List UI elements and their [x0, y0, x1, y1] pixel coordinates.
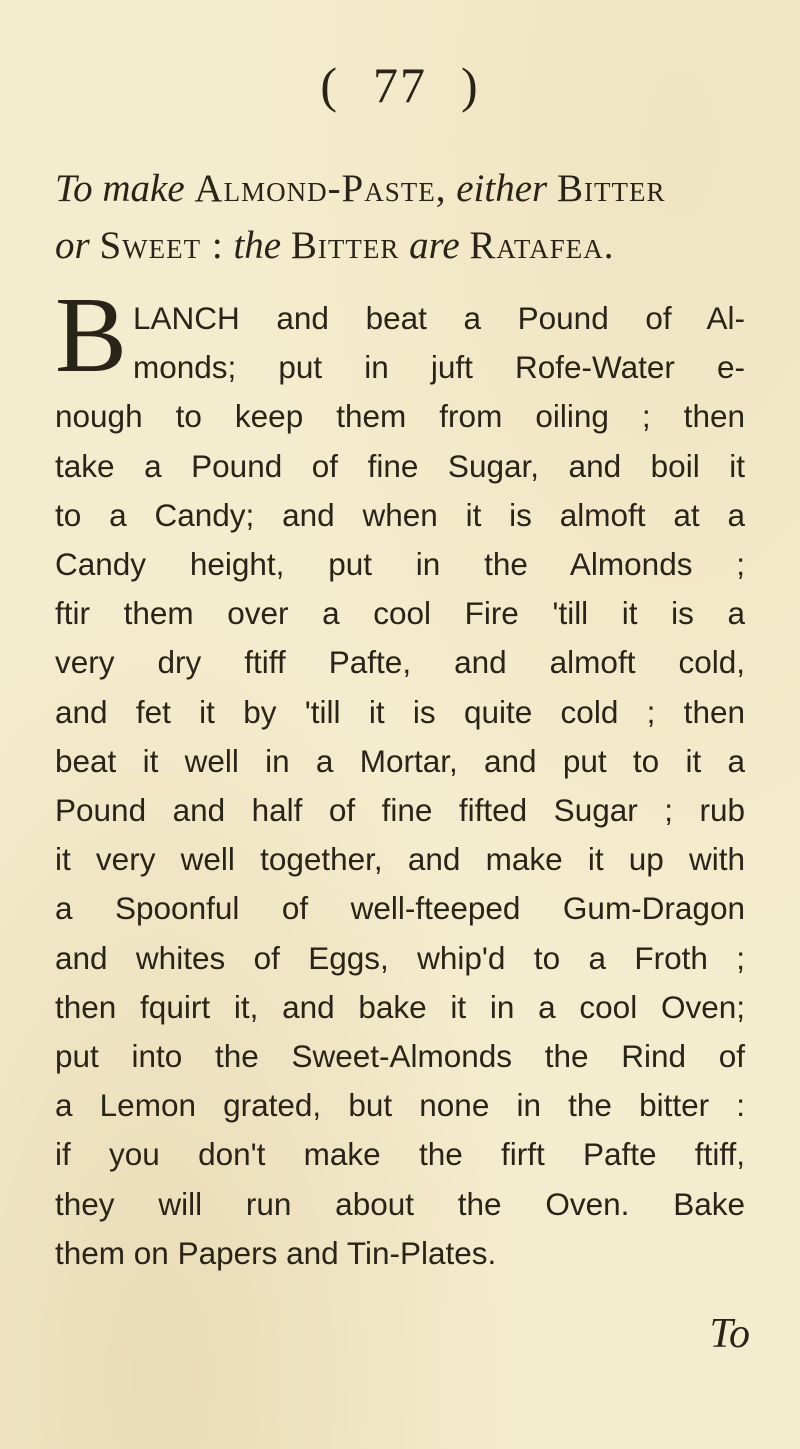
- title-are: are: [409, 224, 460, 267]
- page-number-close-paren: ): [461, 57, 480, 113]
- title-bitter: Bitter: [556, 167, 666, 210]
- body-line: they will run about the Oven. Bake: [55, 1185, 745, 1222]
- title-ratafea: Ratafea.: [469, 224, 615, 267]
- title-sweet: Sweet :: [99, 224, 224, 267]
- title-or: or: [55, 224, 90, 267]
- recipe-title-line-2: [55, 217, 745, 274]
- body-line: LANCH and beat a Pound of Al-: [133, 300, 745, 336]
- title-to-make: To make: [55, 167, 185, 210]
- body-line: take a Pound of fine Sugar, and boil it: [55, 447, 745, 484]
- title-the: the: [233, 224, 282, 267]
- body-line: then fquirt it, and bake it in a cool Oven;: [55, 988, 745, 1025]
- body-line: to a Candy; and when it is almoft at a: [55, 496, 745, 533]
- page-number: [0, 56, 800, 114]
- page-number-open-paren: (: [320, 57, 339, 113]
- body-line: beat it well in a Mortar, and put to it a: [55, 742, 745, 779]
- recipe-title: [55, 160, 745, 274]
- body-line: it very well together, and make it up with: [55, 841, 745, 878]
- catchword: To: [709, 1311, 750, 1357]
- title-bitter-2: Bitter: [290, 224, 400, 267]
- drop-cap: B: [55, 276, 128, 395]
- body-line: a Spoonful of well-fteeped Gum-Dragon: [55, 890, 745, 927]
- body-line: Pound and half of fine fifted Sugar ; rub: [55, 792, 745, 829]
- body-line: a Lemon grated, but none in the bitter :: [55, 1087, 745, 1124]
- body-line: and fet it by 'till it is quite cold ; then: [55, 693, 745, 730]
- body-line: ftir them over a cool Fire 'till it is a: [55, 595, 745, 632]
- body-line: very dry ftiff Pafte, and almoft cold,: [55, 644, 745, 681]
- recipe-body: [55, 294, 745, 1278]
- page-number-value: 77: [373, 57, 427, 113]
- body-line: and whites of Eggs, whip'd to a Froth ;: [55, 939, 745, 976]
- body-line: put into the Sweet-Almonds the Rind of: [55, 1038, 745, 1075]
- body-line: if you don't make the firft Pafte ftiff,: [55, 1136, 745, 1173]
- title-almond-paste: Almond-Paste,: [194, 167, 447, 210]
- body-line: them on Papers and Tin-Plates.: [55, 1234, 497, 1271]
- body-line: Candy height, put in the Almonds ;: [55, 546, 745, 583]
- title-either: either: [456, 167, 548, 210]
- recipe-title-line-1: [55, 160, 745, 217]
- body-line: nough to keep them from oiling ; then: [55, 398, 745, 435]
- body-line: monds; put in juft Rofe-Water e-: [133, 349, 745, 386]
